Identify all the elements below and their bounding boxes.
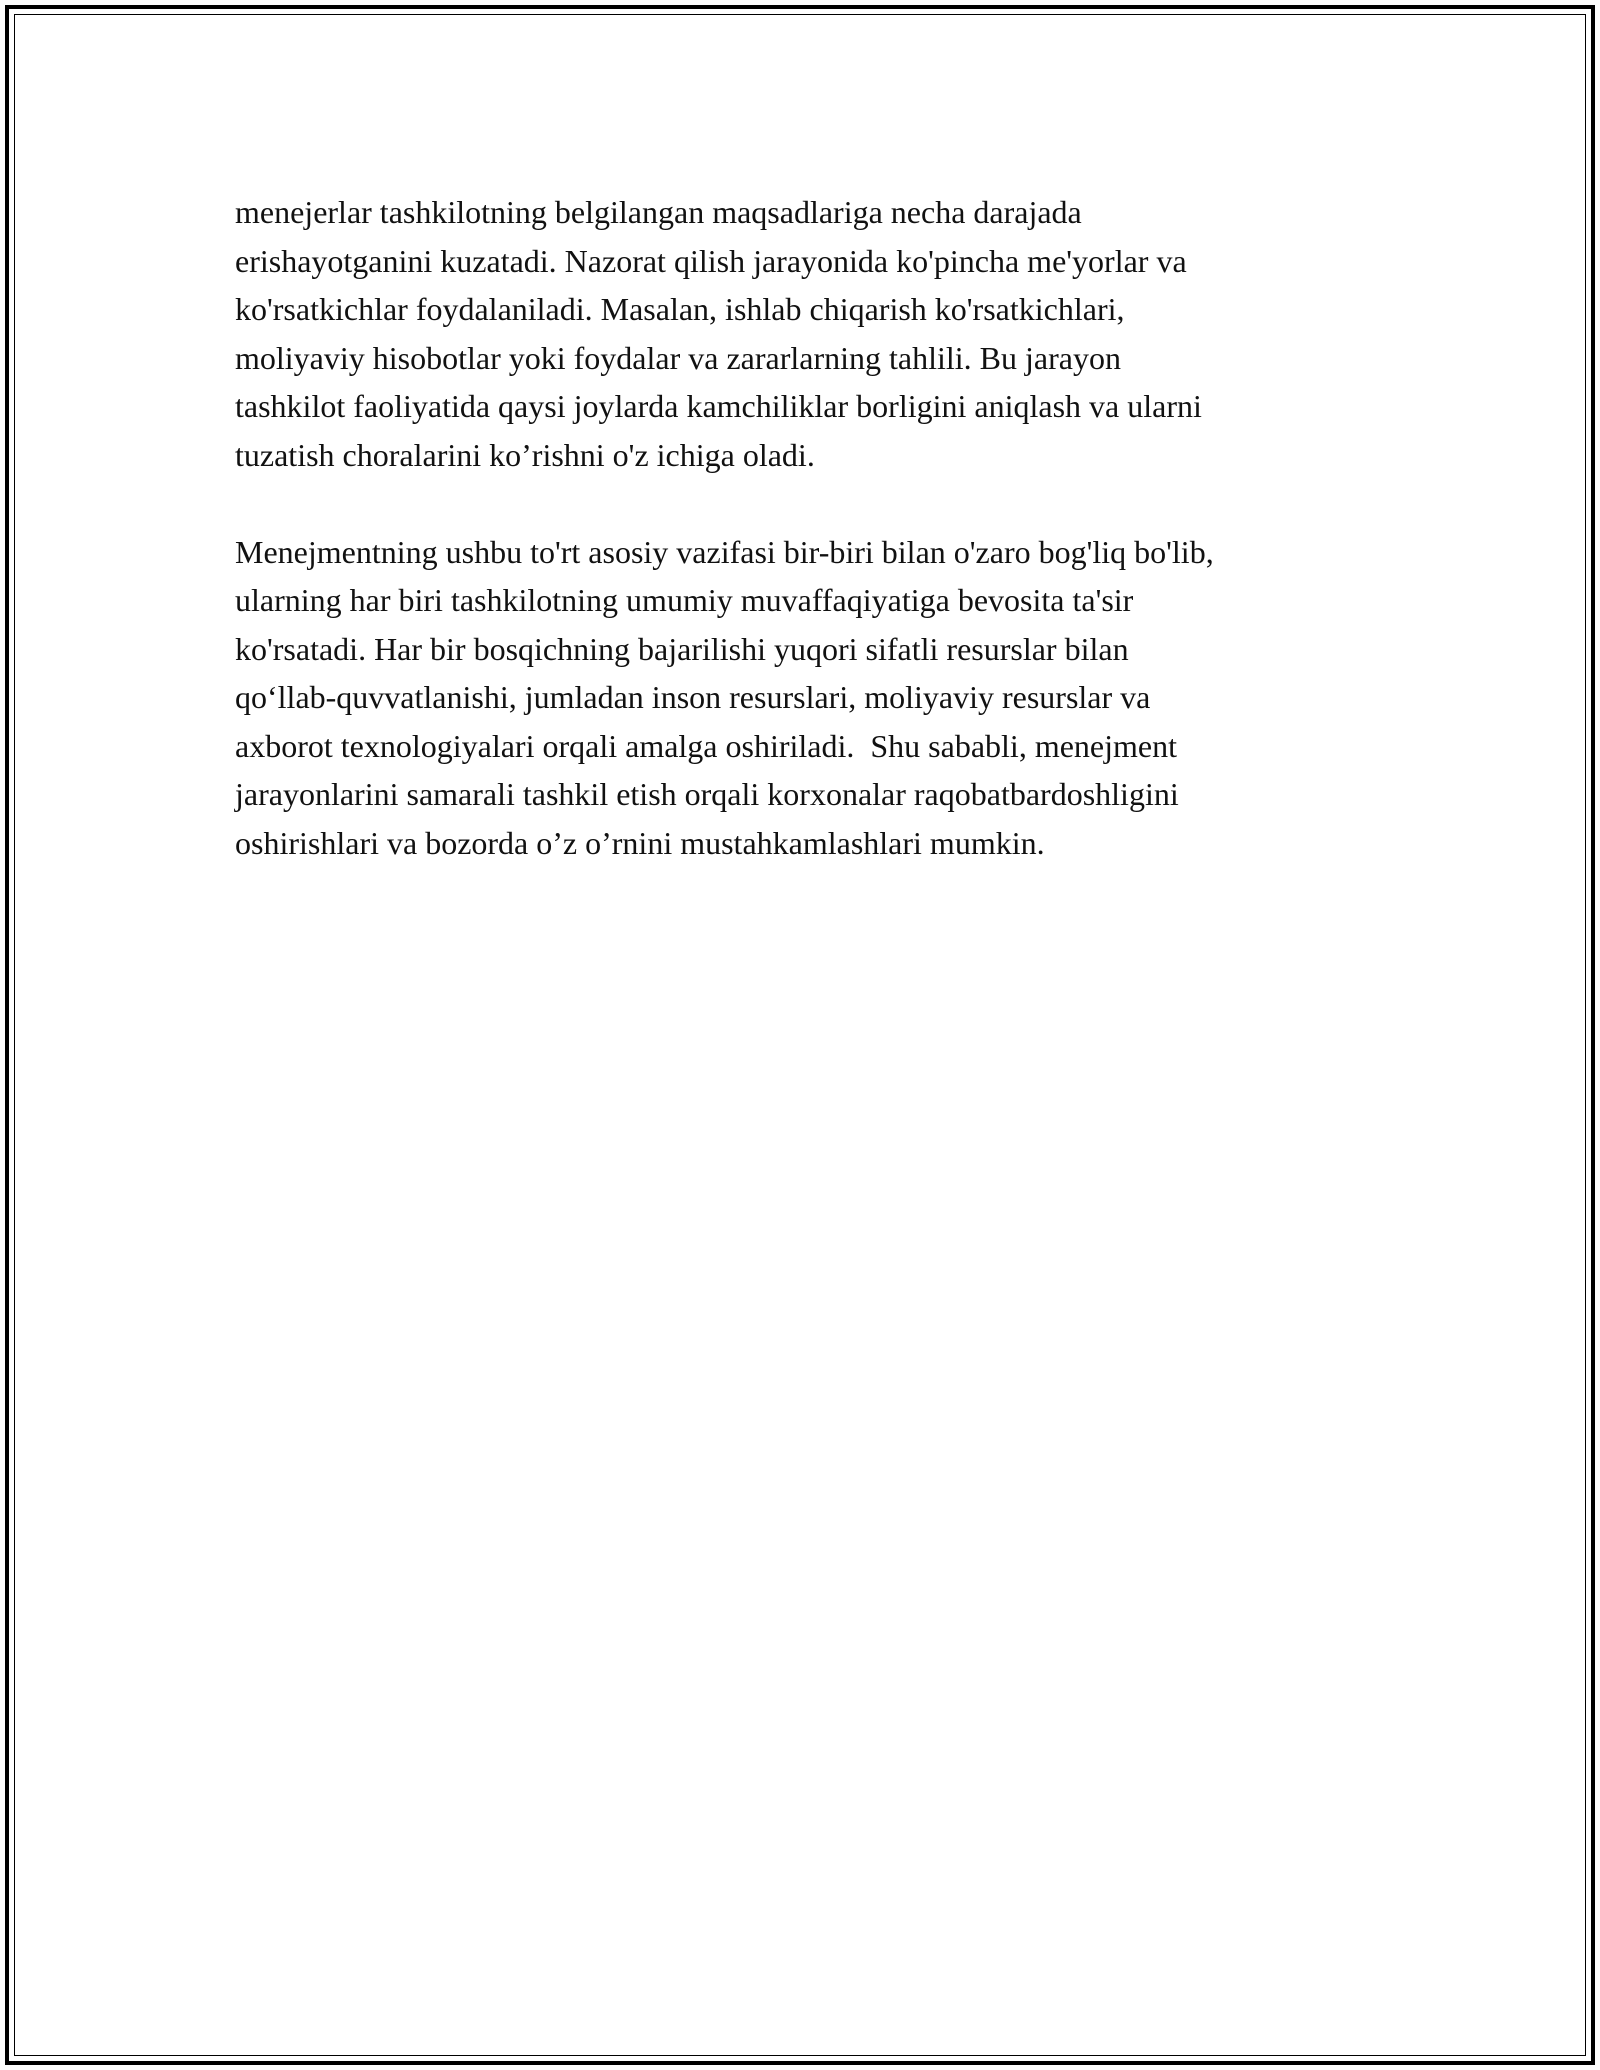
text-line: ularning har biri tashkilotning umumiy muvaffaqiyatiga bevosita ta'sir (235, 582, 1134, 618)
text-line: axborot texnologiyalari orqali amalga oshiriladi. Shu sababli, menejment (235, 727, 1177, 764)
document-body (235, 188, 1385, 867)
text-line: menejerlar tashkilotning belgilangan maqsadlariga necha darajada (235, 194, 1082, 230)
paragraph-management-functions (235, 528, 1385, 868)
text-line: tashkilot faoliyatida qaysi joylarda kamchiliklar borligini aniqlash va ularni (235, 388, 1202, 424)
text-line: moliyaviy hisobotlar yoki foydalar va zararlarning tahlili. Bu jarayon (235, 339, 1121, 376)
paragraph-spacer (235, 479, 1385, 528)
text-line: oshirishlari va bozorda o’z o’rnini mustahkamlashlari mumkin. (235, 824, 1045, 861)
text-line: jarayonlarini samarali tashkil etish orqali korxonalar raqobatbardoshligini (235, 776, 1179, 812)
text-line: qo‘llab-quvvatlanishi, jumladan inson resurslari, moliyaviy resurslar va (235, 679, 1151, 715)
text-line: Menejmentning ushbu to'rt asosiy vazifasi bir-biri bilan o'zaro bog'liq bo'lib, (235, 533, 1214, 570)
paragraph-control (235, 188, 1385, 479)
text-line: ko'rsatkichlar foydalaniladi. Masalan, ishlab chiqarish ko'rsatkichlari, (235, 291, 1125, 327)
text-line: ko'rsatadi. Har bir bosqichning bajarilishi yuqori sifatli resurslar bilan (235, 630, 1129, 667)
text-line: erishayotganini kuzatadi. Nazorat qilish jarayonida ko'pincha me'yorlar va (235, 242, 1187, 279)
text-line: tuzatish choralarini ko’rishni o'z ichiga oladi. (235, 436, 815, 473)
